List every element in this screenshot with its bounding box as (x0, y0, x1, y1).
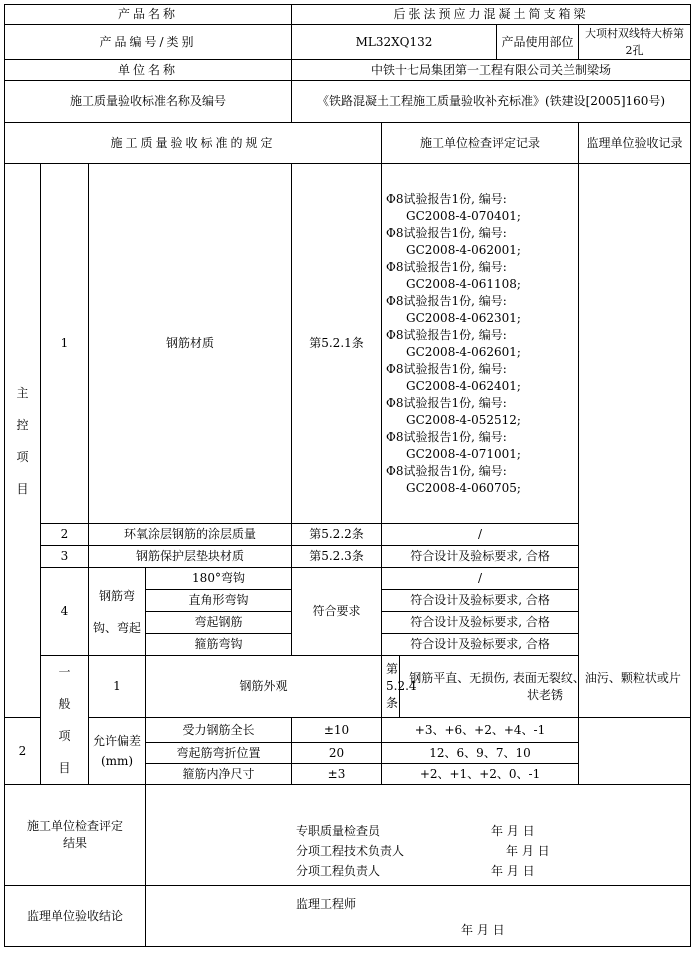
main-control-supervision-record (579, 164, 691, 718)
item-2-no: 2 (41, 524, 89, 546)
test-report-line: GC2008-4-062301; (406, 310, 521, 325)
standard-value: 《铁路混凝土工程施工质量验收补充标准》(铁建设[2005]160号) (292, 81, 691, 123)
test-report-line: Φ8试验报告1份, 编号: (386, 429, 507, 444)
contractor-result-label: 施工单位检查评定结果 (5, 785, 146, 886)
stirrup-hook-record: 符合设计及验标要求, 合格 (382, 634, 579, 656)
general-1-record: 钢筋平直、无损伤, 表面无裂纹、油污、颗粒状或片状老锈 (400, 656, 691, 718)
general-2-no: 2 (5, 718, 41, 785)
spec-column-header: 施工质量验收标准的规定 (5, 123, 382, 164)
supervision-column-header: 监理单位验收记录 (579, 123, 691, 164)
test-report-line: GC2008-4-060705; (406, 480, 521, 495)
test-report-line: Φ8试验报告1份, 编号: (386, 463, 507, 478)
test-report-line: GC2008-4-062401; (406, 378, 521, 393)
quality-inspector-label: 专职质量检查员 (296, 824, 381, 838)
item-3-clause: 第5.2.3条 (292, 546, 382, 568)
item-3-name: 钢筋保护层垫块材质 (89, 546, 292, 568)
test-report-line: Φ8试验报告1份, 编号: (386, 395, 507, 410)
deviation-3-name: 箍筋内净尺寸 (146, 764, 292, 785)
deviation-3-tolerance: ±3 (292, 764, 382, 785)
test-report-line: GC2008-4-070401; (406, 208, 521, 223)
contractor-result-signatures (146, 785, 691, 886)
bent-bar-name: 弯起钢筋 (146, 612, 292, 634)
use-location-label: 产品使用部位 (497, 25, 579, 60)
standard-label: 施工质量验收标准名称及编号 (5, 81, 292, 123)
item-2-name: 环氧涂层钢筋的涂层质量 (89, 524, 292, 546)
unit-name-label: 单位名称 (5, 60, 292, 81)
item-1-records (382, 164, 579, 524)
item-1-name: 钢筋材质 (89, 164, 292, 524)
product-code-label: 产品编号/类别 (5, 25, 292, 60)
bent-bar-record: 符合设计及验标要求, 合格 (382, 612, 579, 634)
quality-inspector-date: 年 月 日 (491, 824, 535, 838)
general-1-clause: 第5.2.4条 (382, 656, 400, 718)
main-control-label: 主 控 项 目 (5, 164, 41, 718)
tech-lead-label: 分项工程技术负责人 (296, 844, 405, 858)
hook-right-angle-record: 符合设计及验标要求, 合格 (382, 590, 579, 612)
supervision-conclusion-label: 监理单位验收结论 (5, 886, 146, 947)
product-name-label: 产品名称 (5, 5, 292, 25)
general-1-name: 钢筋外观 (146, 656, 382, 718)
product-name-value: 后张法预应力混凝土简支箱梁 (292, 5, 691, 25)
deviation-1-record: +3、+6、+2、+4、-1 (382, 718, 579, 743)
general-label: 一 般 项 目 (41, 656, 89, 785)
test-report-line: Φ8试验报告1份, 编号: (386, 225, 507, 240)
item-3-no: 3 (41, 546, 89, 568)
item-2-clause: 第5.2.2条 (292, 524, 382, 546)
test-report-line: Φ8试验报告1份, 编号: (386, 293, 507, 308)
unit-name-value: 中铁十七局集团第一工程有限公司关兰制梁场 (292, 60, 691, 81)
deviation-group-label: 允许偏差(mm) (89, 718, 146, 785)
supervising-engineer-date: 年 月 日 (461, 923, 505, 937)
deviation-3-record: +2、+1、+2、0、-1 (382, 764, 579, 785)
item-4-clause: 符合要求 (292, 568, 382, 656)
deviation-1-name: 受力钢筋全长 (146, 718, 292, 743)
test-report-line: GC2008-4-062001; (406, 242, 521, 257)
item-1-clause: 第5.2.1条 (292, 164, 382, 524)
hook-right-angle-name: 直角形弯钩 (146, 590, 292, 612)
tech-lead-date: 年 月 日 (506, 844, 550, 858)
deviation-1-tolerance: ±10 (292, 718, 382, 743)
item-3-record: 符合设计及验标要求, 合格 (382, 546, 579, 568)
hook-180-name: 180°弯钩 (146, 568, 292, 590)
stirrup-hook-name: 箍筋弯钩 (146, 634, 292, 656)
project-lead-date: 年 月 日 (491, 864, 535, 878)
use-location-value: 大项村双线特大桥第2孔 (579, 25, 691, 60)
general-1-no: 1 (89, 656, 146, 718)
test-report-line: Φ8试验报告1份, 编号: (386, 327, 507, 342)
test-report-line: Φ8试验报告1份, 编号: (386, 259, 507, 274)
item-4-no: 4 (41, 568, 89, 656)
test-report-line: GC2008-4-071001; (406, 446, 521, 461)
item-1-no: 1 (41, 164, 89, 524)
deviation-2-tolerance: 20 (292, 743, 382, 764)
test-report-line: GC2008-4-052512; (406, 412, 521, 427)
deviation-2-record: 12、6、9、7、10 (382, 743, 579, 764)
item-4-group-label: 钢筋弯钩、弯起 (89, 568, 146, 656)
test-report-line: GC2008-4-061108; (406, 276, 521, 291)
supervising-engineer-label: 监理工程师 (296, 897, 357, 911)
item-2-record: / (382, 524, 579, 546)
test-report-line: GC2008-4-062601; (406, 344, 521, 359)
hook-180-record: / (382, 568, 579, 590)
record-column-header: 施工单位检查评定记录 (382, 123, 579, 164)
project-lead-label: 分项工程负责人 (296, 864, 381, 878)
supervision-conclusion-signatures (146, 886, 691, 947)
test-report-line: Φ8试验报告1份, 编号: (386, 191, 507, 206)
inspection-record-table (4, 4, 691, 947)
product-code-value: ML32XQ132 (292, 25, 497, 60)
deviation-2-name: 弯起筋弯折位置 (146, 743, 292, 764)
test-report-line: Φ8试验报告1份, 编号: (386, 361, 507, 376)
